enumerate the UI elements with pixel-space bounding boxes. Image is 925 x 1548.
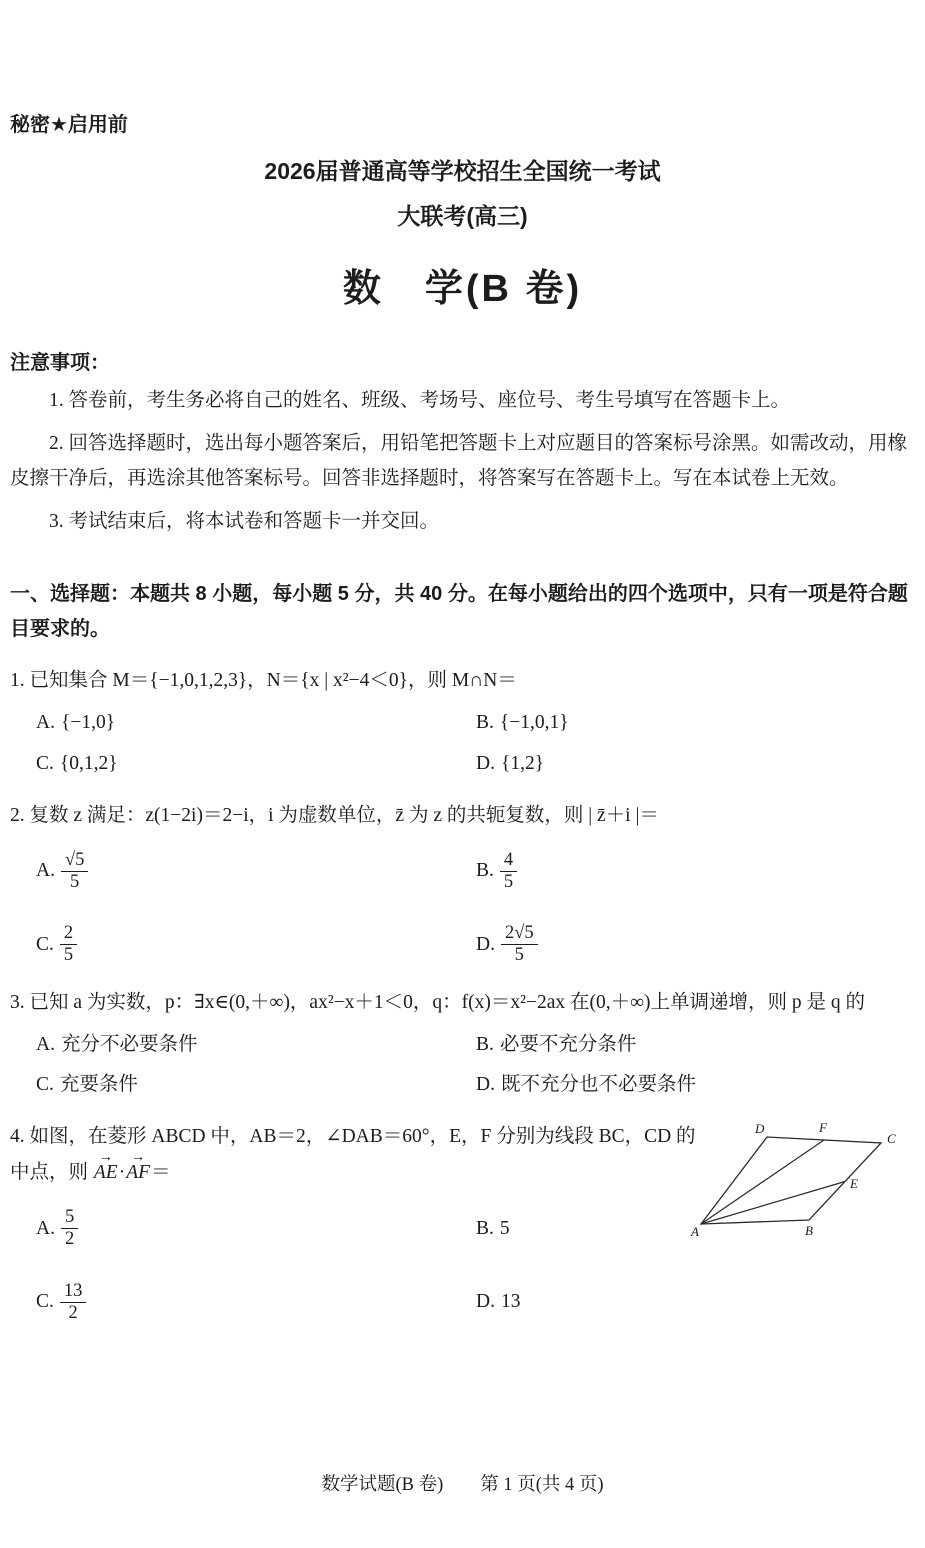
option-label: B. bbox=[476, 712, 494, 734]
option-a bbox=[36, 705, 476, 741]
stem-text: 4. 如图，在菱形 ABCD 中，AB＝2，∠DAB＝60°，E，F 分别为线段 BC，CD 的中点，则 bbox=[10, 1125, 696, 1183]
label-C: C bbox=[887, 1130, 896, 1146]
option-label: C. bbox=[36, 752, 54, 774]
option-label: B. bbox=[476, 1033, 494, 1055]
question-2-options bbox=[10, 848, 915, 969]
option-label: B. bbox=[476, 860, 494, 882]
label-A: A bbox=[691, 1223, 699, 1239]
option-d bbox=[476, 1279, 915, 1327]
option-c bbox=[36, 921, 476, 969]
option-label: D. bbox=[476, 933, 495, 955]
segment-AE bbox=[701, 1181, 845, 1224]
option-text: 充要条件 bbox=[59, 1073, 138, 1095]
fraction-numerator: √5 bbox=[61, 850, 88, 872]
label-F: F bbox=[819, 1120, 827, 1135]
option-text: 既不充分也不必要条件 bbox=[500, 1073, 696, 1095]
option-a bbox=[36, 1027, 476, 1063]
fraction-denominator: 5 bbox=[503, 871, 514, 892]
option-text: {−1,0} bbox=[60, 712, 116, 734]
question-3-options bbox=[10, 1027, 915, 1103]
option-a bbox=[36, 848, 476, 896]
exam-subject-title: 数 学(B 卷) bbox=[342, 268, 583, 310]
option-label: D. bbox=[476, 1073, 495, 1095]
question-3-stem: 3. 已知 a 为实数，p：∃x∈(0,＋∞)，ax²−x＋1＜0，q：f(x)＝x²−2ax 在(0,＋∞)上单调递增，则 p 是 q 的 bbox=[10, 991, 866, 1013]
question-4 bbox=[10, 1119, 915, 1326]
fraction-numerator: 5 bbox=[61, 1207, 78, 1229]
option-d bbox=[476, 746, 915, 782]
vector-AF: → AF bbox=[125, 1155, 151, 1191]
question-2-stem: 2. 复数 z 满足：z(1−2i)＝2−i，i 为虚数单位，z̄ 为 z 的共轭复数，则 | z̄＋i |＝ bbox=[10, 804, 659, 826]
notice-item-2: 2. 回答选择题时，选出每小题答案后，用铅笔把答题卡上对应题目的答案标号涂黑。如需改动，用橡皮擦干净后，再选涂其他答案标号。回答非选择题时，将答案写在答题卡上。写在本试卷上无效。 bbox=[10, 433, 908, 490]
notice-item-3: 3. 考试结束后，将本试卷和答题卡一并交回。 bbox=[49, 511, 440, 533]
option-b bbox=[476, 848, 915, 896]
option-d bbox=[476, 921, 915, 969]
fraction-numerator: 4 bbox=[500, 850, 517, 872]
option-label: A. bbox=[36, 860, 55, 882]
option-label: C. bbox=[36, 1073, 54, 1095]
fraction-denominator: 5 bbox=[514, 945, 524, 966]
option-c bbox=[36, 746, 476, 782]
fraction-denominator: 2 bbox=[64, 1229, 75, 1250]
option-label: C. bbox=[36, 933, 54, 955]
option-a bbox=[36, 1205, 476, 1253]
option-label: D. bbox=[476, 1291, 495, 1313]
vector-AE: → AE bbox=[93, 1155, 119, 1191]
notice-heading: 注意事项： bbox=[10, 352, 110, 374]
option-text: 必要不充分条件 bbox=[499, 1033, 637, 1055]
rhombus-svg bbox=[689, 1121, 901, 1239]
section1-heading: 一、选择题：本题共 8 小题，每小题 5 分，共 40 分。在每小题给出的四个选项中，只有一项是符合题目要求的。 bbox=[10, 583, 908, 641]
option-label: B. bbox=[476, 1217, 494, 1239]
fraction-numerator: 2√5 bbox=[501, 923, 538, 945]
option-c bbox=[36, 1067, 476, 1103]
question-4-stem bbox=[10, 1119, 700, 1191]
fraction bbox=[60, 1281, 87, 1325]
page-footer: 数学试题(B 卷) 第 1 页(共 4 页) bbox=[321, 1475, 604, 1495]
option-d bbox=[476, 1067, 915, 1103]
exam-title-line1: 2026届普通高等学校招生全国统一考试 bbox=[264, 158, 661, 184]
question-1 bbox=[10, 663, 915, 781]
option-text: {0,1,2} bbox=[59, 752, 118, 774]
label-B: B bbox=[805, 1222, 813, 1238]
fraction-numerator: 2 bbox=[60, 923, 77, 945]
option-text: 13 bbox=[500, 1291, 521, 1313]
fraction-denominator: 5 bbox=[63, 945, 74, 966]
fraction-denominator: 5 bbox=[70, 871, 80, 892]
option-label: A. bbox=[36, 1217, 55, 1239]
secrecy-notice: 秘密★启用前 bbox=[10, 114, 128, 136]
option-label: A. bbox=[36, 712, 55, 734]
fraction bbox=[61, 850, 88, 894]
option-text: {1,2} bbox=[500, 752, 545, 774]
option-text: 充分不必要条件 bbox=[60, 1033, 198, 1055]
equals-sign: ＝ bbox=[151, 1161, 171, 1183]
option-text: 5 bbox=[499, 1217, 510, 1239]
question-1-stem: 1. 已知集合 M＝{−1,0,1,2,3}，N＝{x | x²−4＜0}，则 M∩N＝ bbox=[10, 670, 517, 692]
rhombus-figure bbox=[689, 1121, 901, 1239]
fraction-numerator: 13 bbox=[60, 1281, 87, 1303]
fraction-denominator: 2 bbox=[68, 1302, 78, 1323]
label-D: D bbox=[755, 1120, 765, 1136]
segment-AF bbox=[701, 1140, 824, 1224]
fraction bbox=[501, 923, 538, 967]
label-E: E bbox=[850, 1175, 858, 1191]
question-2 bbox=[10, 798, 915, 969]
question-1-options bbox=[10, 705, 915, 781]
option-label: C. bbox=[36, 1291, 54, 1313]
dot-operator: · bbox=[118, 1161, 126, 1183]
fraction bbox=[500, 850, 517, 894]
question-3 bbox=[10, 985, 915, 1103]
fraction bbox=[60, 923, 77, 967]
option-label: D. bbox=[476, 752, 495, 774]
option-b bbox=[476, 1027, 915, 1063]
option-text: {−1,0,1} bbox=[499, 712, 569, 734]
fraction bbox=[61, 1207, 78, 1251]
option-b bbox=[476, 705, 915, 741]
notice-item-1: 1. 答卷前，考生务必将自己的姓名、班级、考场号、座位号、考生号填写在答题卡上。 bbox=[49, 390, 791, 411]
option-label: A. bbox=[36, 1033, 55, 1055]
option-c bbox=[36, 1279, 476, 1327]
exam-title-line2: 大联考(高三) bbox=[397, 203, 528, 229]
notice-section bbox=[10, 346, 915, 539]
